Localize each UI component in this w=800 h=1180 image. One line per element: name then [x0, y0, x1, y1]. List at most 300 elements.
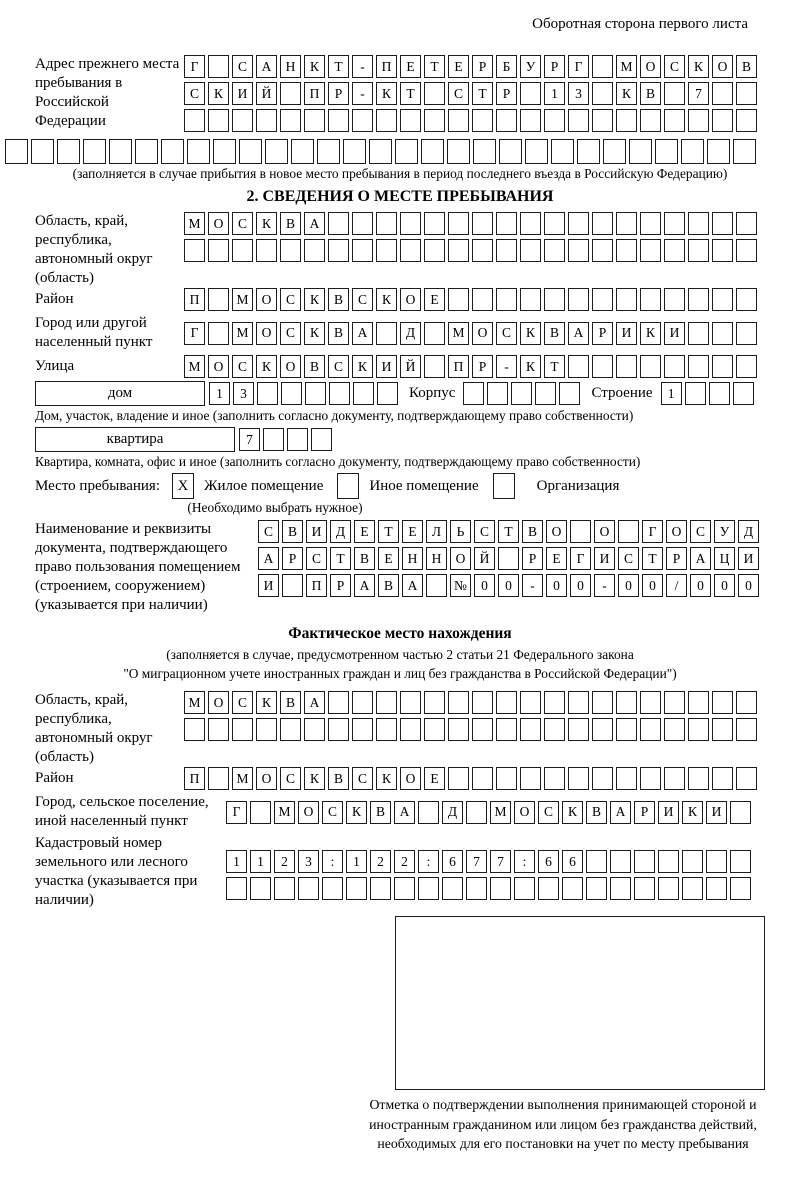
- char-cell[interactable]: [239, 139, 262, 164]
- char-cell[interactable]: 2: [394, 850, 415, 873]
- char-cell[interactable]: [424, 355, 445, 378]
- char-cell[interactable]: [592, 288, 613, 311]
- char-cell[interactable]: [514, 877, 535, 900]
- char-cell[interactable]: [400, 718, 421, 741]
- char-cell[interactable]: [287, 428, 308, 451]
- char-cell[interactable]: [559, 382, 580, 405]
- char-cell[interactable]: К: [208, 82, 229, 105]
- char-cell[interactable]: [616, 288, 637, 311]
- char-cell[interactable]: [712, 288, 733, 311]
- char-cell[interactable]: 0: [498, 574, 519, 597]
- char-cell[interactable]: 0: [738, 574, 759, 597]
- char-cell[interactable]: 1: [661, 382, 682, 405]
- char-cell[interactable]: [664, 212, 685, 235]
- char-cell[interactable]: [263, 428, 284, 451]
- char-cell[interactable]: С: [280, 322, 301, 345]
- char-cell[interactable]: К: [304, 288, 325, 311]
- char-cell[interactable]: Р: [328, 82, 349, 105]
- char-cell[interactable]: [568, 239, 589, 262]
- char-cell[interactable]: С: [232, 355, 253, 378]
- char-cell[interactable]: [592, 239, 613, 262]
- char-cell[interactable]: П: [306, 574, 327, 597]
- char-cell[interactable]: [616, 691, 637, 714]
- char-cell[interactable]: Т: [544, 355, 565, 378]
- char-cell[interactable]: И: [706, 801, 727, 824]
- char-cell[interactable]: [448, 109, 469, 132]
- char-cell[interactable]: [376, 239, 397, 262]
- char-cell[interactable]: [592, 691, 613, 714]
- char-cell[interactable]: С: [184, 82, 205, 105]
- checkbox-zhiloe[interactable]: X: [172, 473, 194, 499]
- char-cell[interactable]: К: [346, 801, 367, 824]
- char-cell[interactable]: В: [328, 322, 349, 345]
- char-cell[interactable]: [520, 718, 541, 741]
- char-cell[interactable]: [568, 718, 589, 741]
- char-cell[interactable]: 0: [570, 574, 591, 597]
- char-cell[interactable]: [400, 691, 421, 714]
- char-cell[interactable]: Т: [424, 55, 445, 78]
- char-cell[interactable]: О: [450, 547, 471, 570]
- char-cell[interactable]: :: [514, 850, 535, 873]
- char-cell[interactable]: [544, 691, 565, 714]
- char-cell[interactable]: [568, 691, 589, 714]
- char-cell[interactable]: [640, 109, 661, 132]
- char-cell[interactable]: [208, 55, 229, 78]
- char-cell[interactable]: [520, 109, 541, 132]
- char-cell[interactable]: [280, 718, 301, 741]
- char-cell[interactable]: Е: [448, 55, 469, 78]
- char-cell[interactable]: [688, 239, 709, 262]
- char-cell[interactable]: [472, 288, 493, 311]
- char-cell[interactable]: [736, 767, 757, 790]
- char-cell[interactable]: В: [304, 355, 325, 378]
- char-cell[interactable]: Д: [738, 520, 759, 543]
- char-cell[interactable]: [421, 139, 444, 164]
- char-cell[interactable]: [184, 109, 205, 132]
- char-cell[interactable]: [544, 288, 565, 311]
- char-cell[interactable]: В: [586, 801, 607, 824]
- char-cell[interactable]: [640, 212, 661, 235]
- char-cell[interactable]: [551, 139, 574, 164]
- char-cell[interactable]: [280, 82, 301, 105]
- char-cell[interactable]: [487, 382, 508, 405]
- char-cell[interactable]: [135, 139, 158, 164]
- char-cell[interactable]: [496, 288, 517, 311]
- char-cell[interactable]: [395, 139, 418, 164]
- char-cell[interactable]: [688, 212, 709, 235]
- char-cell[interactable]: [424, 82, 445, 105]
- char-cell[interactable]: 7: [688, 82, 709, 105]
- char-cell[interactable]: [424, 109, 445, 132]
- char-cell[interactable]: И: [258, 574, 279, 597]
- char-cell[interactable]: [498, 547, 519, 570]
- char-cell[interactable]: [305, 382, 326, 405]
- char-cell[interactable]: [544, 212, 565, 235]
- char-cell[interactable]: [424, 212, 445, 235]
- char-cell[interactable]: [377, 382, 398, 405]
- char-cell[interactable]: [682, 877, 703, 900]
- char-cell[interactable]: Б: [496, 55, 517, 78]
- char-cell[interactable]: [256, 239, 277, 262]
- char-cell[interactable]: [424, 691, 445, 714]
- char-cell[interactable]: К: [304, 322, 325, 345]
- char-cell[interactable]: [568, 109, 589, 132]
- char-cell[interactable]: [250, 877, 271, 900]
- char-cell[interactable]: М: [448, 322, 469, 345]
- char-cell[interactable]: [496, 239, 517, 262]
- char-cell[interactable]: С: [322, 801, 343, 824]
- char-cell[interactable]: [418, 877, 439, 900]
- char-cell[interactable]: Е: [378, 547, 399, 570]
- char-cell[interactable]: [610, 877, 631, 900]
- char-cell[interactable]: [328, 691, 349, 714]
- char-cell[interactable]: А: [690, 547, 711, 570]
- char-cell[interactable]: [618, 520, 639, 543]
- char-cell[interactable]: [31, 139, 54, 164]
- char-cell[interactable]: [376, 322, 397, 345]
- char-cell[interactable]: Й: [400, 355, 421, 378]
- char-cell[interactable]: К: [520, 355, 541, 378]
- char-cell[interactable]: 6: [538, 850, 559, 873]
- char-cell[interactable]: [447, 139, 470, 164]
- char-cell[interactable]: [57, 139, 80, 164]
- char-cell[interactable]: [733, 382, 754, 405]
- char-cell[interactable]: [736, 212, 757, 235]
- char-cell[interactable]: [376, 691, 397, 714]
- char-cell[interactable]: С: [258, 520, 279, 543]
- char-cell[interactable]: 0: [618, 574, 639, 597]
- char-cell[interactable]: [511, 382, 532, 405]
- char-cell[interactable]: /: [666, 574, 687, 597]
- char-cell[interactable]: В: [354, 547, 375, 570]
- char-cell[interactable]: К: [616, 82, 637, 105]
- char-cell[interactable]: С: [690, 520, 711, 543]
- char-cell[interactable]: [352, 718, 373, 741]
- char-cell[interactable]: [712, 767, 733, 790]
- char-cell[interactable]: [400, 239, 421, 262]
- char-cell[interactable]: П: [184, 767, 205, 790]
- char-cell[interactable]: М: [232, 767, 253, 790]
- char-cell[interactable]: [712, 239, 733, 262]
- char-cell[interactable]: О: [400, 767, 421, 790]
- char-cell[interactable]: С: [474, 520, 495, 543]
- char-cell[interactable]: [161, 139, 184, 164]
- char-cell[interactable]: [448, 288, 469, 311]
- char-cell[interactable]: :: [418, 850, 439, 873]
- char-cell[interactable]: Р: [634, 801, 655, 824]
- char-cell[interactable]: Н: [280, 55, 301, 78]
- char-cell[interactable]: [496, 691, 517, 714]
- char-cell[interactable]: К: [562, 801, 583, 824]
- char-cell[interactable]: [655, 139, 678, 164]
- char-cell[interactable]: Ь: [450, 520, 471, 543]
- char-cell[interactable]: О: [546, 520, 567, 543]
- char-cell[interactable]: Т: [400, 82, 421, 105]
- char-cell[interactable]: [577, 139, 600, 164]
- char-cell[interactable]: А: [354, 574, 375, 597]
- char-cell[interactable]: А: [352, 322, 373, 345]
- char-cell[interactable]: А: [402, 574, 423, 597]
- char-cell[interactable]: [736, 322, 757, 345]
- char-cell[interactable]: [592, 718, 613, 741]
- char-cell[interactable]: [688, 767, 709, 790]
- char-cell[interactable]: [640, 767, 661, 790]
- char-cell[interactable]: С: [352, 288, 373, 311]
- char-cell[interactable]: [640, 691, 661, 714]
- checkbox-organizatsiya[interactable]: [493, 473, 515, 499]
- char-cell[interactable]: О: [256, 322, 277, 345]
- char-cell[interactable]: [640, 288, 661, 311]
- char-cell[interactable]: 3: [233, 382, 254, 405]
- char-cell[interactable]: С: [232, 55, 253, 78]
- char-cell[interactable]: [343, 139, 366, 164]
- char-cell[interactable]: К: [256, 355, 277, 378]
- char-cell[interactable]: [658, 877, 679, 900]
- char-cell[interactable]: [688, 355, 709, 378]
- char-cell[interactable]: [592, 82, 613, 105]
- char-cell[interactable]: [570, 520, 591, 543]
- char-cell[interactable]: М: [232, 288, 253, 311]
- char-cell[interactable]: [634, 850, 655, 873]
- char-cell[interactable]: О: [472, 322, 493, 345]
- char-cell[interactable]: [592, 355, 613, 378]
- char-cell[interactable]: М: [184, 355, 205, 378]
- char-cell[interactable]: И: [658, 801, 679, 824]
- char-cell[interactable]: [376, 718, 397, 741]
- char-cell[interactable]: [520, 239, 541, 262]
- char-cell[interactable]: [424, 322, 445, 345]
- char-cell[interactable]: [370, 877, 391, 900]
- char-cell[interactable]: [400, 212, 421, 235]
- char-cell[interactable]: В: [370, 801, 391, 824]
- char-cell[interactable]: [736, 691, 757, 714]
- char-cell[interactable]: [688, 109, 709, 132]
- char-cell[interactable]: [712, 322, 733, 345]
- char-cell[interactable]: О: [298, 801, 319, 824]
- char-cell[interactable]: 0: [714, 574, 735, 597]
- char-cell[interactable]: [208, 288, 229, 311]
- char-cell[interactable]: [472, 718, 493, 741]
- char-cell[interactable]: В: [640, 82, 661, 105]
- char-cell[interactable]: 6: [562, 850, 583, 873]
- char-cell[interactable]: [706, 850, 727, 873]
- char-cell[interactable]: С: [352, 767, 373, 790]
- char-cell[interactable]: [616, 718, 637, 741]
- char-cell[interactable]: А: [258, 547, 279, 570]
- char-cell[interactable]: [688, 288, 709, 311]
- char-cell[interactable]: К: [688, 55, 709, 78]
- char-cell[interactable]: С: [232, 691, 253, 714]
- char-cell[interactable]: [568, 767, 589, 790]
- char-cell[interactable]: [664, 82, 685, 105]
- char-cell[interactable]: [688, 691, 709, 714]
- char-cell[interactable]: М: [184, 212, 205, 235]
- char-cell[interactable]: И: [664, 322, 685, 345]
- char-cell[interactable]: Т: [642, 547, 663, 570]
- char-cell[interactable]: [463, 382, 484, 405]
- char-cell[interactable]: Т: [498, 520, 519, 543]
- char-cell[interactable]: Г: [226, 801, 247, 824]
- char-cell[interactable]: 2: [370, 850, 391, 873]
- char-cell[interactable]: Г: [570, 547, 591, 570]
- char-cell[interactable]: [736, 239, 757, 262]
- char-cell[interactable]: К: [304, 767, 325, 790]
- char-cell[interactable]: [592, 55, 613, 78]
- char-cell[interactable]: [280, 109, 301, 132]
- char-cell[interactable]: М: [184, 691, 205, 714]
- char-cell[interactable]: Р: [666, 547, 687, 570]
- char-cell[interactable]: [346, 877, 367, 900]
- char-cell[interactable]: К: [520, 322, 541, 345]
- char-cell[interactable]: [682, 850, 703, 873]
- char-cell[interactable]: Е: [546, 547, 567, 570]
- char-cell[interactable]: [586, 877, 607, 900]
- char-cell[interactable]: 7: [490, 850, 511, 873]
- char-cell[interactable]: [472, 109, 493, 132]
- char-cell[interactable]: [544, 718, 565, 741]
- char-cell[interactable]: П: [304, 82, 325, 105]
- char-cell[interactable]: [424, 718, 445, 741]
- char-cell[interactable]: И: [376, 355, 397, 378]
- char-cell[interactable]: М: [616, 55, 637, 78]
- char-cell[interactable]: [616, 239, 637, 262]
- char-cell[interactable]: С: [232, 212, 253, 235]
- char-cell[interactable]: [291, 139, 314, 164]
- char-cell[interactable]: [664, 691, 685, 714]
- char-cell[interactable]: [328, 718, 349, 741]
- char-cell[interactable]: [466, 877, 487, 900]
- char-cell[interactable]: [664, 109, 685, 132]
- char-cell[interactable]: [520, 212, 541, 235]
- char-cell[interactable]: К: [376, 82, 397, 105]
- char-cell[interactable]: [328, 239, 349, 262]
- char-cell[interactable]: С: [618, 547, 639, 570]
- char-cell[interactable]: 1: [209, 382, 230, 405]
- char-cell[interactable]: В: [544, 322, 565, 345]
- char-cell[interactable]: Г: [642, 520, 663, 543]
- char-cell[interactable]: К: [376, 767, 397, 790]
- char-cell[interactable]: [304, 109, 325, 132]
- char-cell[interactable]: [328, 212, 349, 235]
- char-cell[interactable]: О: [514, 801, 535, 824]
- char-cell[interactable]: И: [738, 547, 759, 570]
- char-cell[interactable]: 1: [346, 850, 367, 873]
- char-cell[interactable]: Р: [522, 547, 543, 570]
- char-cell[interactable]: П: [448, 355, 469, 378]
- char-cell[interactable]: [83, 139, 106, 164]
- char-cell[interactable]: [274, 877, 295, 900]
- char-cell[interactable]: 6: [442, 850, 463, 873]
- char-cell[interactable]: О: [400, 288, 421, 311]
- char-cell[interactable]: [256, 718, 277, 741]
- char-cell[interactable]: [424, 239, 445, 262]
- char-cell[interactable]: Е: [424, 767, 445, 790]
- char-cell[interactable]: [736, 718, 757, 741]
- char-cell[interactable]: [592, 767, 613, 790]
- char-cell[interactable]: -: [496, 355, 517, 378]
- char-cell[interactable]: -: [522, 574, 543, 597]
- char-cell[interactable]: 1: [544, 82, 565, 105]
- char-cell[interactable]: [400, 109, 421, 132]
- char-cell[interactable]: [499, 139, 522, 164]
- char-cell[interactable]: [448, 691, 469, 714]
- char-cell[interactable]: Р: [544, 55, 565, 78]
- char-cell[interactable]: [208, 718, 229, 741]
- char-cell[interactable]: [520, 288, 541, 311]
- char-cell[interactable]: С: [448, 82, 469, 105]
- char-cell[interactable]: -: [352, 55, 373, 78]
- char-cell[interactable]: [688, 718, 709, 741]
- char-cell[interactable]: [709, 382, 730, 405]
- char-cell[interactable]: [187, 139, 210, 164]
- char-cell[interactable]: [610, 850, 631, 873]
- char-cell[interactable]: Р: [496, 82, 517, 105]
- char-cell[interactable]: [707, 139, 730, 164]
- char-cell[interactable]: [5, 139, 28, 164]
- char-cell[interactable]: [496, 109, 517, 132]
- char-cell[interactable]: 3: [298, 850, 319, 873]
- char-cell[interactable]: [664, 718, 685, 741]
- char-cell[interactable]: [592, 109, 613, 132]
- char-cell[interactable]: И: [306, 520, 327, 543]
- char-cell[interactable]: [640, 239, 661, 262]
- char-cell[interactable]: [257, 382, 278, 405]
- char-cell[interactable]: [520, 82, 541, 105]
- char-cell[interactable]: 2: [274, 850, 295, 873]
- char-cell[interactable]: [712, 691, 733, 714]
- char-cell[interactable]: [496, 718, 517, 741]
- char-cell[interactable]: [685, 382, 706, 405]
- char-cell[interactable]: [376, 212, 397, 235]
- char-cell[interactable]: Д: [330, 520, 351, 543]
- char-cell[interactable]: [616, 767, 637, 790]
- char-cell[interactable]: [544, 767, 565, 790]
- char-cell[interactable]: [265, 139, 288, 164]
- char-cell[interactable]: [490, 877, 511, 900]
- char-cell[interactable]: [586, 850, 607, 873]
- char-cell[interactable]: К: [682, 801, 703, 824]
- char-cell[interactable]: 3: [568, 82, 589, 105]
- char-cell[interactable]: К: [304, 55, 325, 78]
- char-cell[interactable]: [520, 691, 541, 714]
- char-cell[interactable]: [568, 288, 589, 311]
- char-cell[interactable]: [304, 718, 325, 741]
- char-cell[interactable]: [712, 109, 733, 132]
- char-cell[interactable]: Р: [330, 574, 351, 597]
- char-cell[interactable]: С: [280, 288, 301, 311]
- char-cell[interactable]: [232, 109, 253, 132]
- char-cell[interactable]: [538, 877, 559, 900]
- char-cell[interactable]: [736, 355, 757, 378]
- char-cell[interactable]: [733, 139, 756, 164]
- char-cell[interactable]: С: [496, 322, 517, 345]
- char-cell[interactable]: [322, 877, 343, 900]
- char-cell[interactable]: [352, 691, 373, 714]
- char-cell[interactable]: [281, 382, 302, 405]
- char-cell[interactable]: С: [328, 355, 349, 378]
- char-cell[interactable]: [184, 718, 205, 741]
- char-cell[interactable]: Р: [472, 55, 493, 78]
- char-cell[interactable]: М: [274, 801, 295, 824]
- char-cell[interactable]: [616, 212, 637, 235]
- char-cell[interactable]: [448, 239, 469, 262]
- char-cell[interactable]: [562, 877, 583, 900]
- char-cell[interactable]: [352, 109, 373, 132]
- char-cell[interactable]: Т: [330, 547, 351, 570]
- char-cell[interactable]: [736, 288, 757, 311]
- char-cell[interactable]: [568, 212, 589, 235]
- char-cell[interactable]: [473, 139, 496, 164]
